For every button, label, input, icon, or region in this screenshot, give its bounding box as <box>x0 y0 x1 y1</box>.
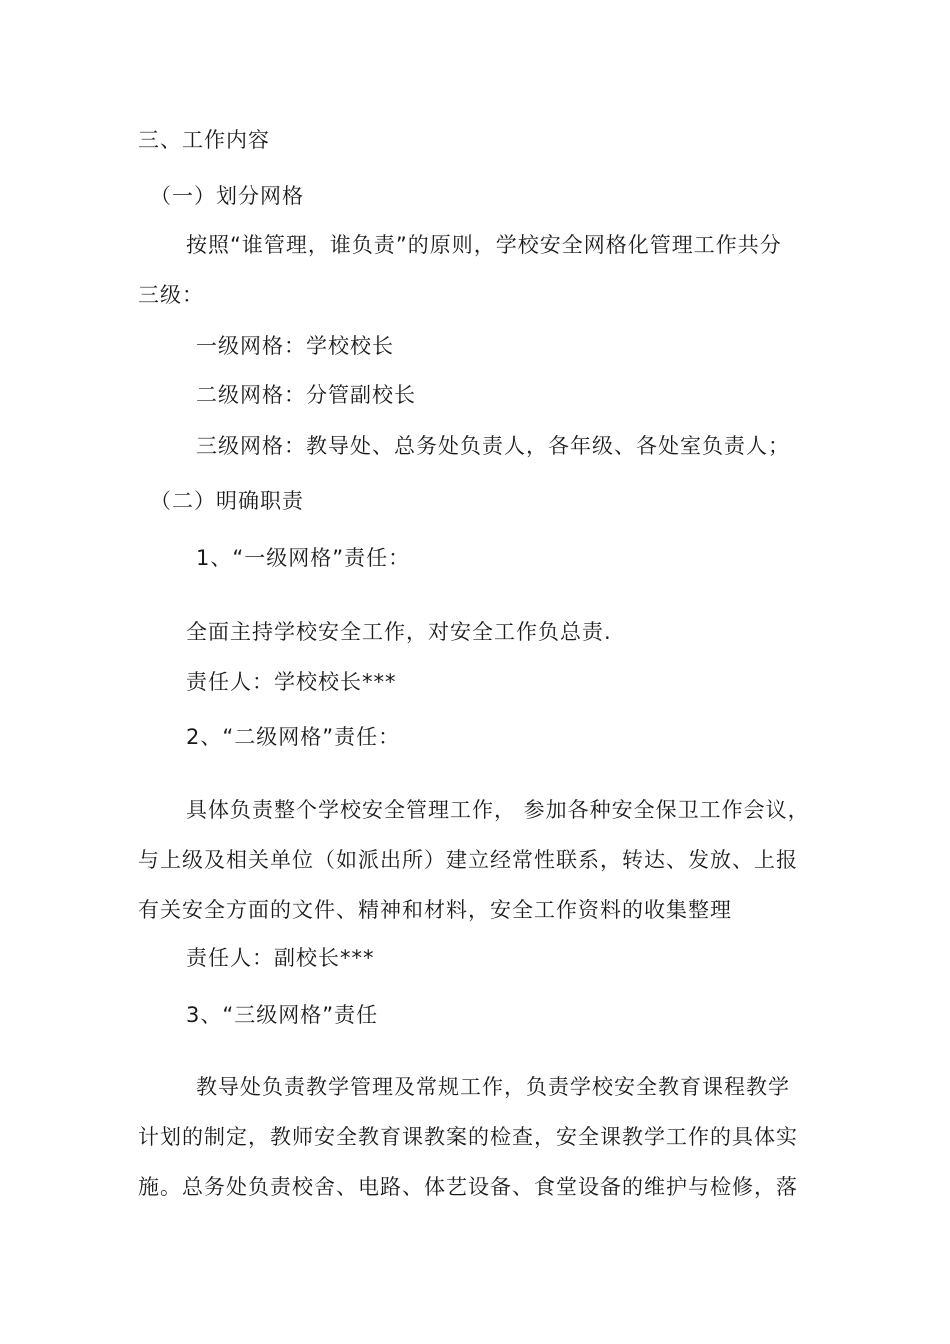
subsection-heading-2: （二）明确职责 <box>150 489 304 513</box>
section-heading: 三、工作内容 <box>138 128 270 152</box>
paragraph-line: 施。总务处负责校舍、电路、体艺设备、食堂设备的维护与检修，落 <box>138 1175 798 1199</box>
grid-level-1: 一级网格：学校校长 <box>196 334 394 358</box>
responsible-person-1: 责任人：学校校长*** <box>186 670 397 694</box>
paragraph-line: 具体负责整个学校安全管理工作， 参加各种安全保卫工作会议， <box>186 798 810 822</box>
item-title-2: 2、“二级网格”责任： <box>186 725 401 749</box>
paragraph-line: 三级： <box>138 283 204 307</box>
paragraph-line: 按照“谁管理，谁负责”的原则，学校安全网格化管理工作共分 <box>186 233 782 257</box>
paragraph-line: 与上级及相关单位（如派出所）建立经常性联系，转达、发放、上报 <box>138 848 798 872</box>
paragraph-line: 教导处负责教学管理及常规工作，负责学校安全教育课程教学 <box>196 1075 790 1099</box>
grid-level-2: 二级网格：分管副校长 <box>196 383 416 407</box>
grid-level-3: 三级网格：教导处、总务处负责人，各年级、各处室负责人； <box>196 434 790 458</box>
item-title-3: 3、“三级网格”责任 <box>186 1003 379 1027</box>
responsible-person-2: 责任人：副校长*** <box>186 946 375 970</box>
paragraph-line: 计划的制定，教师安全教育课教案的检查，安全课教学工作的具体实 <box>138 1125 798 1149</box>
paragraph-line: 有关安全方面的文件、精神和材料，安全工作资料的收集整理 <box>138 898 732 922</box>
subsection-heading-1: （一）划分网格 <box>150 184 304 208</box>
item-title-1: 1、“一级网格”责任： <box>196 546 411 570</box>
item-body-1: 全面主持学校安全工作，对安全工作负总责. <box>186 620 612 644</box>
